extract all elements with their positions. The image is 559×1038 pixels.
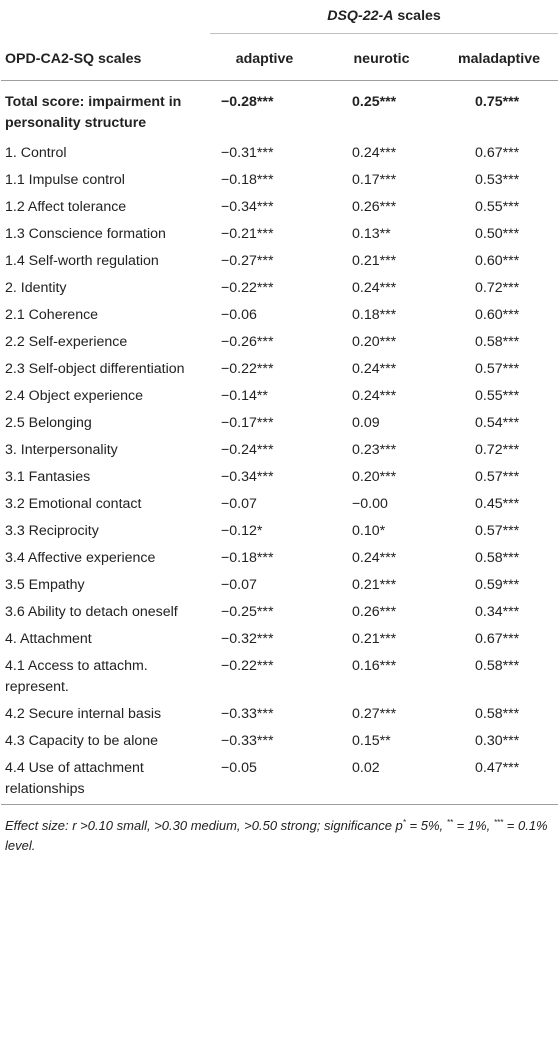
cell-maladaptive: 0.72*** (475, 441, 520, 458)
cell-maladaptive: 0.67*** (475, 144, 520, 161)
cell-adaptive: −0.17*** (221, 414, 274, 431)
table-row (1, 701, 558, 728)
cell-adaptive: −0.06 (221, 306, 257, 323)
table-row (1, 410, 558, 437)
row-label: 4.1 Access to attachm. represent. (5, 657, 148, 695)
cell-maladaptive: 0.60*** (475, 306, 520, 323)
cell-maladaptive: 0.57*** (475, 468, 520, 485)
total-score-row (1, 80, 558, 140)
cell-neurotic: 0.26*** (352, 198, 397, 215)
cell-maladaptive: 0.53*** (475, 171, 520, 188)
footnote-sup-3: *** (493, 817, 504, 827)
footnote-text-3: = 1%, (452, 817, 494, 833)
table-row (1, 518, 558, 545)
cell-maladaptive: 0.57*** (475, 360, 520, 377)
table-row (1, 302, 558, 329)
footnote-sup-1: * (402, 817, 406, 827)
table-row (1, 383, 558, 410)
cell-adaptive: −0.22*** (221, 657, 274, 674)
cell-neurotic: 0.20*** (352, 333, 397, 350)
column-header-maladaptive: maladaptive (440, 38, 558, 80)
table-row (1, 728, 558, 755)
cell-neurotic: 0.21*** (352, 576, 397, 593)
row-label: 4.2 Secure internal basis (5, 705, 162, 722)
cell-adaptive: −0.34*** (221, 198, 274, 215)
row-label: 4. Attachment (5, 630, 92, 647)
footnote-text-2: = 5%, (405, 817, 447, 833)
cell-adaptive: −0.05 (206, 755, 323, 805)
cell-neurotic: 0.24*** (352, 279, 397, 296)
row-label: 2.2 Self-experience (5, 333, 128, 350)
cell-neurotic: 0.24*** (352, 144, 397, 161)
cell-adaptive: −0.22*** (221, 360, 274, 377)
first-column-header: OPD-CA2-SQ scales (1, 38, 206, 80)
cell-adaptive: −0.25*** (221, 603, 274, 620)
cell-adaptive: −0.32*** (221, 630, 274, 647)
group-title: DSQ-22-A (327, 8, 394, 24)
cell-maladaptive: 0.58*** (475, 333, 520, 350)
cell-maladaptive: 0.59*** (475, 576, 520, 593)
cell-adaptive: −0.18*** (221, 549, 274, 566)
cell-maladaptive: 0.47*** (440, 755, 558, 805)
table-body (1, 80, 558, 804)
cell-adaptive: −0.33*** (221, 732, 274, 749)
cell-adaptive: −0.34*** (221, 468, 274, 485)
table-row (1, 167, 558, 194)
cell-maladaptive: 0.58*** (475, 705, 520, 722)
cell-neurotic: 0.09 (352, 414, 380, 431)
cell-maladaptive: 0.55*** (475, 387, 520, 404)
cell-neurotic: 0.25*** (352, 93, 397, 110)
row-label: 3.3 Reciprocity (5, 522, 99, 539)
cell-maladaptive: 0.58*** (475, 549, 520, 566)
column-header-row (1, 38, 558, 80)
row-label: 3.2 Emotional contact (5, 495, 142, 512)
table-row (1, 464, 558, 491)
row-label: 3.6 Ability to detach oneself (5, 603, 178, 620)
cell-adaptive: −0.26*** (221, 333, 274, 350)
table-row (1, 356, 558, 383)
cell-neurotic: 0.13** (352, 225, 391, 242)
cell-maladaptive: 0.45*** (475, 495, 520, 512)
group-header-row (1, 0, 558, 38)
cell-adaptive: −0.18*** (221, 171, 274, 188)
row-label: 1.1 Impulse control (5, 171, 125, 188)
cell-maladaptive: 0.67*** (475, 630, 520, 647)
cell-maladaptive: 0.30*** (475, 732, 520, 749)
cell-adaptive: −0.12* (221, 522, 263, 539)
table-row (1, 329, 558, 356)
table-row (1, 545, 558, 572)
cell-adaptive: −0.07 (221, 576, 257, 593)
group-header (206, 0, 558, 38)
correlation-table (1, 0, 558, 805)
row-label: 1.3 Conscience formation (5, 225, 166, 242)
column-header-adaptive: adaptive (206, 38, 323, 80)
cell-neurotic: 0.24*** (352, 387, 397, 404)
row-label: 3.4 Affective experience (5, 549, 156, 566)
cell-adaptive: −0.14** (221, 387, 268, 404)
row-label: 2.5 Belonging (5, 414, 92, 431)
row-label: 2.3 Self-object differentiation (5, 360, 185, 377)
row-label: 3. Interpersonality (5, 441, 118, 458)
cell-maladaptive: 0.58*** (475, 657, 520, 674)
cell-maladaptive: 0.50*** (475, 225, 520, 242)
cell-adaptive: −0.27*** (221, 252, 274, 269)
table-row (1, 626, 558, 653)
table-row (1, 221, 558, 248)
cell-adaptive: −0.33*** (221, 705, 274, 722)
cell-neurotic: 0.26*** (352, 603, 397, 620)
cell-adaptive: −0.28*** (221, 93, 274, 110)
row-label: Total score: impairment in personality structure (5, 93, 182, 131)
cell-maladaptive: 0.55*** (475, 198, 520, 215)
cell-neurotic: 0.21*** (352, 252, 397, 269)
cell-maladaptive: 0.75*** (475, 93, 520, 110)
cell-neurotic: 0.16*** (352, 657, 397, 674)
table-row (1, 653, 558, 701)
row-label: 2.4 Object experience (5, 387, 144, 404)
cell-neurotic: 0.24*** (352, 360, 397, 377)
table-row (1, 491, 558, 518)
cell-neurotic: 0.15** (352, 732, 391, 749)
cell-maladaptive: 0.72*** (475, 279, 520, 296)
cell-maladaptive: 0.34*** (475, 603, 520, 620)
table-row (1, 248, 558, 275)
row-label: 4.4 Use of attachment relationships (1, 755, 206, 805)
group-title-suffix: scales (393, 8, 441, 24)
cell-neurotic: 0.27*** (352, 705, 397, 722)
table-row (1, 572, 558, 599)
row-label: 3.1 Fantasies (5, 468, 91, 485)
footnote-text-4: = 0.1% level. (5, 817, 548, 853)
column-header-neurotic: neurotic (323, 38, 440, 80)
cell-neurotic: 0.21*** (352, 630, 397, 647)
cell-adaptive: −0.24*** (221, 441, 274, 458)
table-row (1, 194, 558, 221)
cell-neurotic: 0.20*** (352, 468, 397, 485)
row-label: 4.3 Capacity to be alone (5, 732, 159, 749)
cell-neurotic: 0.23*** (352, 441, 397, 458)
cell-neurotic: 0.18*** (352, 306, 397, 323)
row-label: 1.4 Self-worth regulation (5, 252, 159, 269)
cell-neurotic: 0.10* (352, 522, 386, 539)
table-footnote (1, 805, 558, 856)
cell-adaptive: −0.21*** (221, 225, 274, 242)
row-label: 1.2 Affect tolerance (5, 198, 127, 215)
cell-maladaptive: 0.54*** (475, 414, 520, 431)
cell-neurotic: −0.00 (352, 495, 388, 512)
row-label: 3.5 Empathy (5, 576, 85, 593)
footnote-text-1: Effect size: r >0.10 small, >0.30 medium, >0.50 strong; significance p (5, 817, 403, 833)
cell-adaptive: −0.22*** (221, 279, 274, 296)
table-row (1, 755, 558, 805)
row-label: 1. Control (5, 144, 67, 161)
cell-neurotic: 0.02 (323, 755, 440, 805)
table-row (1, 275, 558, 302)
row-label: 2.1 Coherence (5, 306, 99, 323)
table-row (1, 140, 558, 167)
cell-maladaptive: 0.57*** (475, 522, 520, 539)
row-label: 2. Identity (5, 279, 67, 296)
cell-maladaptive: 0.60*** (475, 252, 520, 269)
cell-adaptive: −0.31*** (221, 144, 274, 161)
cell-neurotic: 0.17*** (352, 171, 397, 188)
cell-adaptive: −0.07 (221, 495, 257, 512)
footnote-sup-2: ** (446, 817, 453, 827)
cell-neurotic: 0.24*** (352, 549, 397, 566)
table-row (1, 437, 558, 464)
table-row (1, 599, 558, 626)
